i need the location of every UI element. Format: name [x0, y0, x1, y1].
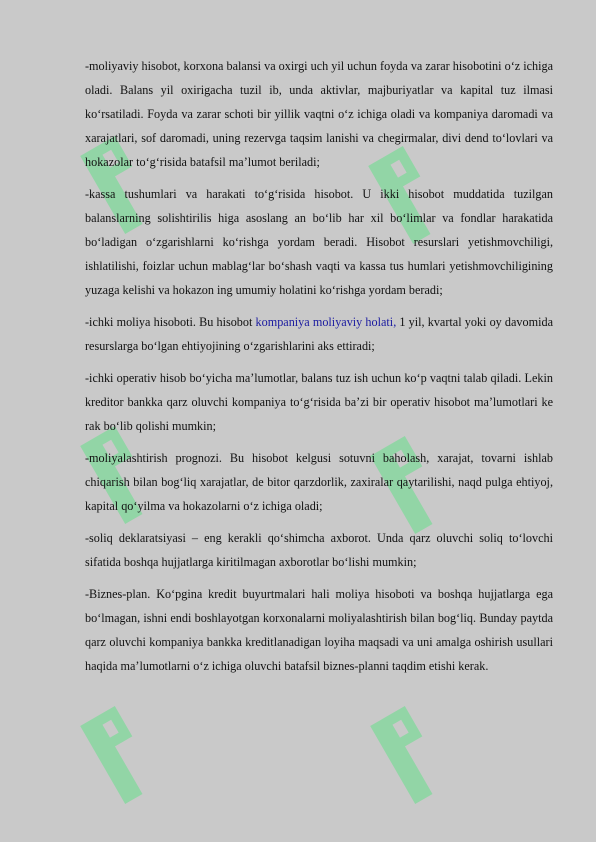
- paragraph-business-plan: -Biznes-plan. Ko‘pgina kredit buyurtmalari hali moliya hisoboti va boshqa hujjatlarga ega bo‘lmagan, ishni endi boshlayotgan korxonalarni moliyalashtirish bilan bog‘liq. Bunday paytda qarz oluvchi kompaniya bankka kreditlanadigan loyiha maqsadi va uni amalga oshirish usullari haqida ma’lumotlarni o‘z ichiga oluvchi batafsil biznes-planni taqdim etishi kerak.: [85, 587, 553, 673]
- paragraph-text: -ichki moliya hisoboti. Bu hisobot: [85, 315, 256, 329]
- watermark-logo-icon: [67, 692, 174, 817]
- paragraph-tax-declaration: -soliq deklaratsiyasi – eng kerakli qo‘shimcha axborot. Unda qarz oluvchi soliq to‘lovchi sifatida boshqa hujjatlarga kiritilmagan axborotlar bo‘lishi mumkin;: [85, 531, 553, 569]
- paragraph-operational-data: -ichki operativ hisob bo‘yicha ma’lumotlar, balans tuz ish uchun ko‘p vaqtni talab qiladi. Lekin kreditor bankka qarz oluvchi kompaniya to‘g‘risida ba’zi bir operativ hisobot ma’lumotlari ke rak bo‘lib qolishi mumkin;: [85, 371, 553, 433]
- paragraph-financing-forecast: -moliyalashtirish prognozi. Bu hisobot kelgusi sotuvni baholash, xarajat, tovarni ishlab chiqarish bilan bog‘liq xarajatlar, de bitor qarzdorlik, zaxiralar qaytarilishi, naqd pulga ehtiyoj, kapital qo‘yilma va hokazolarni o‘z ichiga oladi;: [85, 451, 553, 513]
- paragraph-financial-report: -moliyaviy hisobot, korxona balansi va oxirgi uch yil uchun foyda va zarar hisobotini o‘z ichiga oladi. Balans yil oxirigacha tuzil ib, unda aktivlar, majburiyatlar va kapital tuz ilmasi ko‘rsatiladi. Foyda va zarar schoti bir yillik vaqtni o‘z ichiga oladi va kompaniya daromadi va xarajatlari, sof daromadi, uning rezervga taqsim lanishi va chegirmalar, divi dend to‘lovlari va hokazolar to‘g‘risida batafsil ma’lumot beriladi;: [85, 59, 553, 169]
- paragraph-internal-finance-report: [85, 310, 553, 358]
- paragraph-text: 1 yil, kvartal yoki oy davomida resurslarga bo‘lgan ehtiyojining o‘zgarishlarini aks ettiradi;: [85, 315, 553, 353]
- paragraph-cash-flow-report: -kassa tushumlari va harakati to‘g‘risida hisobot. U ikki hisobot muddatida tuzilgan balanslarning solishtirilis higa asoslang an bo‘lib har xil bo‘limlar va fondlar harakatida bo‘ladigan o‘zgarishlarni ko‘rishga yordam beradi. Hisobot resurslari yetishmovchiligi, ishlatilishi, foizlar uchun mablag‘lar bo‘shash vaqti va kassa tus humlari yetishmovchiligining yuzaga kelishi va hokazon ing umumiy holatini ko‘rishga yordam beradi;: [85, 187, 553, 297]
- watermark-logo-icon: [357, 692, 464, 817]
- company-financial-state-link[interactable]: kompaniya moliyaviy holati,: [255, 315, 397, 329]
- document-body: [85, 54, 553, 686]
